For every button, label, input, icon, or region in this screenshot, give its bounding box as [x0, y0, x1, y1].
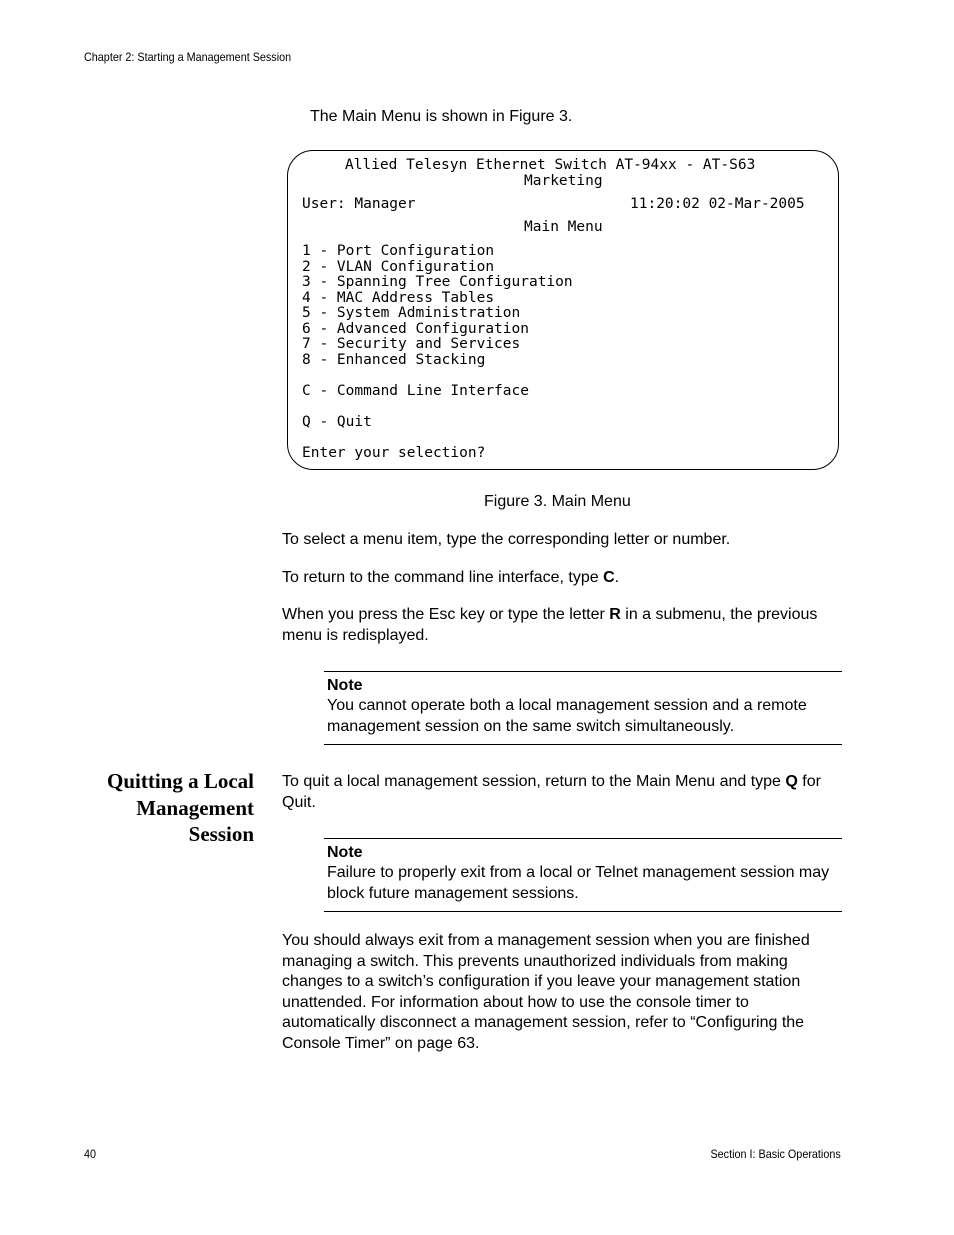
paragraph-always-exit: You should always exit from a management session when you are finished managing a switch. This prevents unauthorized individuals from making changes to a switch’s configuration if you leave your management station unattended. For information about how to use the console timer to automatically disconnect a management session, refer to “Configuring the Console Timer” on page 63. [282, 932, 810, 1052]
menu-item[interactable]: 5 - System Administration [302, 305, 521, 321]
note-title: Note [327, 844, 363, 861]
menu-item[interactable]: 6 - Advanced Configuration [302, 320, 529, 337]
menu-item[interactable]: 4 - MAC Address Tables [302, 289, 495, 306]
note-title: Note [327, 677, 363, 694]
menu-item[interactable]: 1 - Port Configuration [302, 243, 495, 259]
key-r: R [609, 606, 621, 623]
main-menu-terminal [287, 150, 839, 470]
menu-item[interactable]: 7 - Security and Services [302, 336, 521, 352]
figure-caption: Figure 3. Main Menu [484, 493, 631, 510]
terminal-title: Allied Telesyn Ethernet Switch AT-94xx - AT-S63 [345, 157, 756, 173]
paragraph-select-item: To select a menu item, type the corresponding letter or number. [282, 531, 731, 548]
terminal-user: User: Manager [302, 196, 416, 212]
terminal-subtitle: Marketing [524, 173, 603, 189]
paragraph-quit-session: To quit a local management session, return to the Main Menu and type Q for Quit. [282, 773, 821, 811]
note-text: You cannot operate both a local management session and a remote management session on the same switch simultaneously. [327, 697, 807, 735]
note-text: Failure to properly exit from a local or Telnet management session may block future management sessions. [327, 864, 830, 902]
note-box-1 [324, 671, 842, 745]
key-q: Q [785, 773, 798, 790]
note-box-2 [324, 838, 842, 912]
section-heading: Quitting a Local Management Session [106, 769, 254, 846]
terminal-prompt[interactable]: Enter your selection? [302, 445, 486, 461]
paragraph-esc-key: When you press the Esc key or type the letter R in a submenu, the previous menu is redisplayed. [282, 606, 818, 644]
menu-item[interactable]: 2 - VLAN Configuration [302, 258, 495, 275]
terminal-menu-title: Main Menu [524, 219, 603, 235]
footer-section: Section I: Basic Operations [710, 1147, 841, 1161]
paragraph-return-cli: To return to the command line interface, type C. [282, 569, 620, 586]
page-number: 40 [84, 1147, 97, 1161]
menu-item-quit[interactable]: Q - Quit [302, 414, 372, 430]
menu-item-cli[interactable]: C - Command Line Interface [302, 383, 529, 399]
terminal-datetime: 11:20:02 02-Mar-2005 [630, 196, 805, 212]
menu-item-list [302, 244, 573, 368]
key-c: C [603, 569, 615, 586]
menu-item[interactable]: 8 - Enhanced Stacking [302, 351, 486, 368]
menu-item[interactable]: 3 - Spanning Tree Configuration [302, 274, 573, 290]
intro-text: The Main Menu is shown in Figure 3. [310, 108, 573, 125]
chapter-header: Chapter 2: Starting a Management Session [84, 50, 292, 64]
